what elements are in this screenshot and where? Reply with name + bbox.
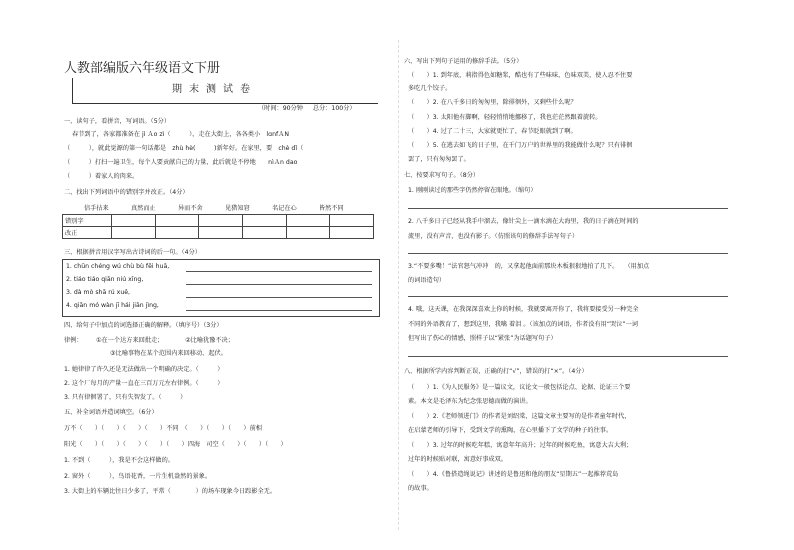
section1-line: （ ）打扫一遍卫生，每个人要贡献自己的力量，此后就是不停地 nìＡn dao (64, 159, 298, 166)
poem-item: 2. tiáo tiáo qiān niú xīng, (66, 276, 144, 283)
section7-heading: 七、按要求写句子。（8分） (404, 172, 480, 179)
rhetoric-line: （ ）4. 过了二十三，大家就更忙了，春节眨眼就到了啊。 (408, 128, 577, 135)
correction-table (62, 214, 374, 239)
time-unit: 分钟 (290, 105, 303, 112)
rhetoric-line: （ ）2. 在八千多日的匆匆里，除徘徊外，又剩些什么呢？ (408, 99, 577, 106)
rewrite-question: 但写出了伤心的情感，照样子以“紧张”为话题写句子） (408, 335, 557, 342)
definition-line: ③比喻事物在某个范围内来回移动、起伏。 (110, 350, 227, 357)
section1-line: （ ）着家人的肉来。 (64, 173, 139, 180)
fill-line: 3. 大街上的车辆比往日少多了，平常（ ）的场车现象今日踪影全无。 (64, 488, 277, 495)
rhetoric-line: （ ）5. 在逃去如飞的日子里，在千门万户的世界里的我能做什么呢？只有徘徊 (408, 142, 633, 149)
title-bracket (72, 78, 73, 104)
rewrite-question: 1. 刚刚读过的那些字仍然停留在眼地。（缩句） (408, 187, 537, 194)
fill-line: 1. 不到（ ），我是不会这样做的。 (64, 457, 174, 464)
rewrite-question: 不同的外语教育了，想到这里，我噙 着泪 。（该加点的词语，作者没有用“哭泣”一词 (408, 321, 638, 328)
word-item: 名记在心 (272, 205, 297, 212)
document-title: 人教部编版六年级语文下册 (64, 61, 221, 76)
answer-line[interactable] (186, 271, 372, 272)
score-value: 100 (331, 105, 344, 112)
score-label: 总分： (312, 105, 332, 112)
rhetoric-line: （ ）1. 到年底，莉指得色如糖浆，酷也有了些味味，色味双美，使人忍不住要 (408, 72, 633, 79)
answer-cell[interactable] (330, 227, 374, 239)
answer-cell[interactable] (330, 215, 374, 227)
answer-cell[interactable] (242, 215, 286, 227)
word-item: 真然而止 (131, 205, 156, 212)
judgement-line: 的故事。 (408, 485, 433, 492)
section2-heading: 二、找出下列词语中的错别字并改正。（4分） (64, 189, 189, 196)
fill-line: 2. 窗外（ ），鸟语花香，一片生机盎然的景象。 (64, 473, 212, 480)
column-divider (398, 40, 399, 530)
word-item: 皆然不同 (319, 205, 344, 212)
section6-heading: 六、写出下列句子运用的修辞手法。（5分） (404, 58, 523, 65)
section5-heading: 五、补全词语并造词填空。（6分） (64, 409, 158, 416)
fill-line: 万不（ ）（ ）（ ）（ ）不同 （ ）（ ）（ ）前相 (64, 425, 262, 432)
answer-line[interactable] (408, 356, 728, 357)
section4-heading: 四、给句子中加点的词选择正确的解释。（填序号）（3分） (64, 322, 223, 329)
rhetoric-line: 罢了，只有匆匆罢了。 (408, 156, 470, 163)
judgement-line: （ ）4.《鲁搭造绳说记》讲述的是鲁迅和他的朋友“星期五”一起推荐荒岛 (408, 471, 619, 478)
word-item: 见猎知窘 (225, 205, 250, 212)
answer-line[interactable] (408, 253, 728, 254)
judgement-line: （ ）2.《老师领进门》的作者是刘绍棠，这篇文章主要写的是作者童年时代， (408, 413, 631, 420)
table-row (63, 215, 374, 227)
answer-cell[interactable] (155, 215, 199, 227)
answer-cell[interactable] (112, 227, 156, 239)
rewrite-question: 流里，没有声音，也没有影子。（仿照该句的修辞手法写句子） (408, 233, 579, 240)
judgement-line: （ ）1.《为人民服务》是一篇议文，议论文一般包括论点、论据、论证三个要 (408, 384, 631, 391)
word-item: 异而不舍 (178, 205, 203, 212)
rewrite-question: 2. 八千多日子已经从我手中溜去，像针尖上一滴水滴在大海里，我的日子滴在时间的 (408, 218, 639, 225)
answer-cell[interactable] (286, 227, 330, 239)
time-value: 90 (282, 105, 291, 112)
rewrite-question: 3.“不要多嘴！”法官怒气冲冲 的，又拿起他面前那块木板狠狠地拍了几下。 （用加点 (408, 263, 650, 270)
poem-item: 1. chūn chéng wú chù bù fēi huā, (66, 263, 170, 270)
time-label: （时间： (258, 105, 283, 112)
definition-line: ①在一个达方来回批走； ②比喻犹豫不决； (96, 337, 234, 344)
answer-line[interactable] (408, 208, 728, 209)
answer-cell[interactable] (112, 215, 156, 227)
section1-heading: 一、读句子，看拼音，写词语。（5分） (64, 118, 171, 125)
row-label: 错别字 (63, 215, 112, 227)
table-row (63, 227, 374, 239)
rhetoric-line: 多吃几个饺子。 (408, 85, 452, 92)
exam-meta (258, 103, 356, 112)
section1-line: 春节到了，各家都准备在 jì Ａo zì（ ），走在大街上，各各类小 lɑnfＡN (72, 131, 289, 138)
question-item: 3. 只有律徊署了，只有失智发了。（ ） (64, 394, 187, 401)
answer-line[interactable] (186, 284, 372, 285)
answer-cell[interactable] (155, 227, 199, 239)
section2-word-row (84, 205, 374, 213)
row-label: 改正 (63, 227, 112, 239)
answer-line[interactable] (408, 296, 728, 297)
judgement-line: （ ）3. 过年的时候吃年糕，寓意年年高升；过年的时候吃鱼，寓意大吉大利； (408, 442, 633, 449)
section1-line: （ ），就此觉源的第一句话都是 zhù hè( )新年好。在家里，要 chè dǐ（ (64, 145, 304, 152)
answer-cell[interactable] (286, 215, 330, 227)
question-item: 2. 这个厂每月的产量一直在三百万元左右律例。（ ） (64, 380, 224, 387)
poem-item: 4. qiān mó wàn jī hái jiān jìng, (66, 302, 159, 309)
section8-heading: 八、根据所学内容判断正误，正确的打“√”，错误的打“×”。（4分） (404, 368, 588, 375)
fill-line: 阳光（ ）（ ）（ ）（ ）（ ）四海 司空（ ）（ ）（ ） (64, 441, 287, 448)
answer-cell[interactable] (242, 227, 286, 239)
rewrite-question: 4. 哦，这天课，在我深深喜欢上你的时候，我就要离开你了，我将要接受另一种完全 (408, 306, 639, 313)
judgement-line: 过年的时候贴对联，寓意好事成双。 (408, 456, 507, 463)
definition-label: 律例： (64, 337, 83, 344)
rewrite-question: 的词语造句） (408, 277, 446, 284)
exam-subtitle: 期末测试卷 (172, 84, 257, 95)
answer-line[interactable] (186, 310, 372, 311)
rhetoric-line: （ ）3. 太阳他有脚啊，轻轻悄悄地挪移了，我也茫茫然跟着旋转。 (408, 114, 602, 121)
score-unit: 分） (343, 105, 356, 112)
judgement-line: 素。本文是毛泽东为纪念张思德而做的演讲。 (408, 398, 532, 405)
section3-heading: 三、根据拼音用汉字写出古诗词的后一句。（4分） (64, 249, 201, 256)
answer-cell[interactable] (199, 215, 243, 227)
word-item: 信手拈来 (84, 205, 109, 212)
answer-line[interactable] (186, 297, 372, 298)
poem-item: 3. dà mò shā rú xuě, (66, 289, 131, 296)
answer-cell[interactable] (199, 227, 243, 239)
judgement-line: 在启蒙老师的引导下，受到文学的熏陶，在心里播下了文学的种子的往事。 (408, 427, 613, 434)
question-item: 1. 她律律了许久还是无法做出一个明确的决定。（ ） (64, 366, 224, 373)
